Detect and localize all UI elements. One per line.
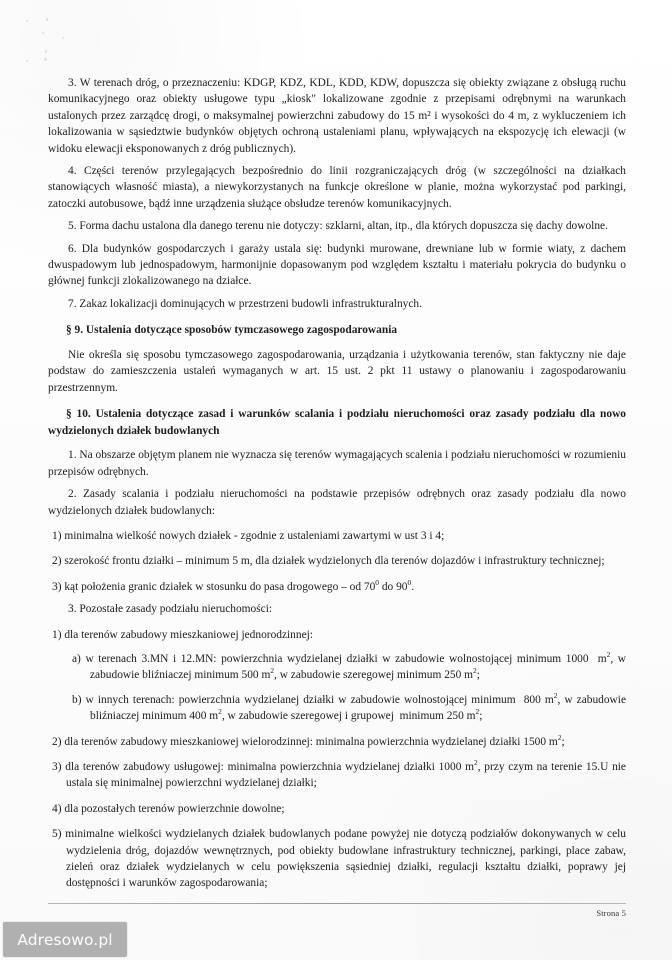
document-item: 3) dla terenów zabudowy usługowej: minimalna powierzchnia wydzielanej działki 1000 $m^2$, przy czym na terenie 15.U nie ustala się minimalnej powierzchni wydzielanej działki;	[52, 758, 626, 790]
document-para: 5. Forma dachu ustalona dla danego terenu nie dotyczy: szklarni, altan, itp., dla których dopuszcza się dachy dowolne.	[68, 220, 608, 233]
document-subitem: b) w innych terenach: powierzchnia wydzielanej działki w zabudowie wolnostojącej minimum 800 $m^2$, w zabudowie bliźniaczej minimum 400 $m^2$, w zabudowie szeregowej i grupowej minimum 250 $m^2$;	[72, 690, 626, 723]
document-para: 7. Zakaz lokalizacji dominujących w przestrzeni budowli infrastrukturalnych.	[68, 297, 422, 310]
scan-speck	[62, 37, 64, 39]
footer-divider	[48, 903, 626, 904]
document-body	[48, 70, 626, 893]
document-item: 4) dla pozostałych terenów powierzchnie dowolne;	[52, 802, 285, 815]
watermark-label: Adresowo.pl	[17, 930, 113, 949]
document-para: 1. Na obszarze objętym planem nie wyznacza się terenów wymagających scalenia i podziału nieruchomości w rozumieniu przepisów odrębnych.	[48, 449, 626, 478]
page-number: Strona 5	[596, 908, 626, 918]
scan-speck	[26, 60, 28, 62]
document-heading: § 9. Ustalenia dotyczące sposobów tymczasowego zagospodarowania	[66, 324, 398, 337]
document-para: 2. Zasady scalania i podziału nieruchomości na podstawie przepisów odrębnych oraz zasady podziału dla nowo wydzielonych działek budowlanych:	[48, 488, 626, 517]
scan-speck	[45, 50, 47, 53]
document-para: 4. Części terenów przylegających bezpośrednio do linii rozgraniczających dróg (w szczególności na działkach stanowiących własność miasta), a niewykorzystanych na funkcje określone w planie, można wykorzystać pod parkingi, zatoczki autobusowe, bądź inne urządzenia służące obsłudze terenów komunikacyjnych.	[48, 165, 626, 210]
document-item: 1) minimalna wielkość nowych działek - zgodnie z ustaleniami zawartymi w ust 3 i 4;	[52, 529, 445, 542]
adresowo-watermark	[2, 921, 128, 958]
document-heading: § 10. Ustalenia dotyczące zasad i warunków scalania i podziału nieruchomości oraz zasady podziału dla nowo wydzielonych działek budowlanych	[48, 408, 626, 437]
document-item: 3) kąt położenia granic działek w stosunku do pasa drogowego – od $70^0$ do $90^0$.	[52, 577, 415, 593]
scan-speck	[46, 18, 48, 21]
document-item: 5) minimalne wielkości wydzielanych działek budowlanych podane powyżej nie dotyczą podziałów dokonywanych w celu wydzielenia dróg, dojazdów wewnętrznych, pod obiekty budowlane infrastruktury technicznej, parkingi, place zabaw, zieleń oraz działek wydzielanych w celu powiększenia sąsiedniej działki, regulacji kształtu działki, poprawy jej dostępności i warunków zagospodarowania;	[52, 828, 626, 890]
document-item: 1) dla terenów zabudowy mieszkaniowej jednorodzinnej:	[52, 628, 313, 641]
document-para: 3. W terenach dróg, o przeznaczeniu: KDGP, KDZ, KDL, KDD, KDW, dopuszcza się obiekty związane z obsługą ruchu komunikacyjnego oraz obiekty usługowe typu „kiosk" lokalizowane zgodnie z przepisami odrębnymi na warunkach ustalonych przez zarządcę drogi, o maksymalnej powierzchni zabudowy do 15 m² i wysokości do 4 m, z wykluczeniem ich lokalizowania w sąsiedztwie budynków objętych ochroną ustaleniami planu, wpływających na ekspozycję ich elewacji (w widoku elewacji eksponowanych z dróg publicznych).	[48, 77, 626, 155]
document-para: 3. Pozostałe zasady podziału nieruchomości:	[68, 603, 273, 616]
document-para: Nie określa się sposobu tymczasowego zagospodarowania, urządzania i użytkowania terenów, stan faktyczny nie daje podstaw do zamieszczenia ustaleń wymaganych w art. 15 ust. 2 pkt 11 ustawy o planowaniu i zagospodarowaniu przestrzennym.	[48, 348, 626, 394]
document-subitem: a) w terenach 3.MN i 12.MN: powierzchnia wydzielanej działki w zabudowie wolnostojącej minimum 1000 $m^2$, w zabudowie bliźniaczej minimum 500 $m^2$, w zabudowie szeregowej minimum 250 $m^2$;	[72, 650, 626, 682]
scan-speck	[26, 20, 28, 22]
document-item: 2) szerokość frontu działki – minimum 5 m, dla działek wydzielonych dla terenów dojazdów i infrastruktury technicznej;	[52, 555, 605, 568]
scan-speck	[44, 58, 47, 61]
scan-speck	[42, 32, 44, 34]
document-item: 2) dla terenów zabudowy mieszkaniowej wielorodzinnej: minimalna powierzchnia wydzielanej działki 1500 $m^2$;	[52, 732, 565, 748]
document-para: 6. Dla budynków gospodarczych i garaży ustala się: budynki murowane, drewniane lub w formie wiaty, z dachem dwuspadowym lub jednospadowym, harmonijnie dopasowanym pod względem kształtu i materiału pokrycia do budynku o głównej funkcji zlokalizowanego na działce.	[48, 242, 626, 288]
